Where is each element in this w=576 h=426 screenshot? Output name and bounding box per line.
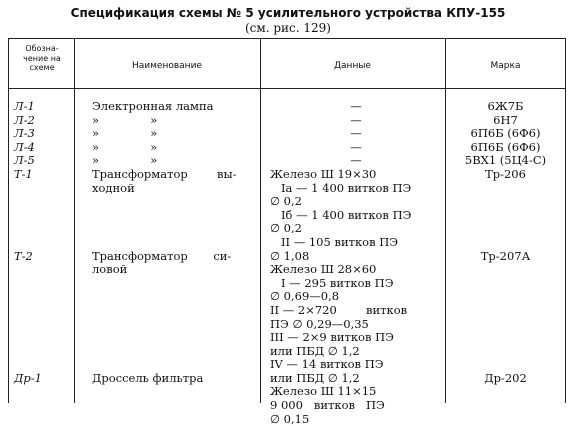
mark-cell: 6Н7 [493, 112, 518, 127]
data-cell: Железо Ш 28×60 [270, 262, 377, 277]
data-cell: III — 2×9 витков ПЭ [270, 330, 394, 345]
mark-cell: Тр-206 [485, 166, 526, 181]
data-cell: ∅ 0,15 [270, 411, 310, 426]
designation-cell [14, 277, 72, 291]
designation-cell: Т-2 [14, 248, 33, 263]
data-cell: ∅ 1,08 [270, 248, 310, 263]
mark-cell: 6П6Б (6Ф6) [470, 126, 541, 141]
name-cell: Трансформатор вы- [92, 166, 237, 181]
designation-cell: Т-1 [14, 166, 33, 181]
name-cell: » » [92, 126, 158, 141]
data-cell: Iб — 1 400 витков ПЭ [270, 207, 412, 222]
designation-cell [14, 209, 72, 223]
designation-cell [14, 345, 72, 359]
designation-cell: Л-2 [14, 112, 35, 127]
name-cell: » » [92, 153, 158, 168]
data-column [270, 100, 442, 426]
name-cell [92, 222, 260, 236]
data-cell: — [350, 139, 362, 154]
mark-cell: Др-202 [484, 370, 527, 385]
designation-column [14, 100, 72, 385]
table-border-left [8, 38, 9, 403]
designation-cell: Л-4 [14, 139, 35, 154]
data-cell: II — 105 витков ПЭ [270, 234, 399, 249]
designation-cell [14, 195, 72, 209]
data-cell: I — 295 витков ПЭ [270, 275, 394, 290]
mark-cell: 5ВХ1 (5Ц4-С) [464, 153, 547, 168]
name-cell: » » [92, 112, 158, 127]
header-designation-line: чение на [23, 53, 61, 63]
name-cell [92, 358, 260, 372]
data-cell: Железо Ш 19×30 [270, 166, 377, 181]
mark-cell: Тр-207А [480, 248, 531, 263]
data-cell: ∅ 0,2 [270, 221, 302, 236]
name-cell [92, 236, 260, 250]
designation-cell: Л-1 [14, 99, 35, 113]
header-mark: Марка [490, 61, 521, 71]
designation-cell: Др-1 [14, 370, 42, 385]
name-cell: ловой [92, 262, 128, 277]
column-divider [74, 38, 75, 403]
name-cell: Дроссель фильтра [92, 370, 204, 385]
mark-cell: 6П6Б (6Ф6) [470, 139, 541, 154]
data-cell: ПЭ ∅ 0,29—0,35 [270, 316, 369, 331]
name-cell [92, 195, 260, 209]
name-cell: » » [92, 139, 158, 154]
name-cell [92, 277, 260, 291]
data-cell: ∅ 0,69—0,8 [270, 289, 340, 304]
mark-cell: 6Ж7Б [487, 99, 524, 113]
header-designation-line: Обозна- [25, 44, 59, 53]
header-divider [8, 88, 566, 89]
name-cell [92, 331, 260, 345]
data-cell: — [350, 99, 362, 113]
designation-cell [14, 318, 72, 332]
designation-cell: Л-3 [14, 126, 35, 141]
header-data: Данные [334, 61, 371, 71]
designation-cell [14, 331, 72, 345]
data-cell: ∅ 0,2 [270, 194, 302, 209]
header-name: Наименование [132, 61, 202, 71]
name-cell [92, 345, 260, 359]
page-title: Спецификация схемы № 5 усилительного устройства КПУ-155 [70, 6, 506, 20]
name-cell [92, 209, 260, 223]
data-cell: или ПБД ∅ 1,2 [270, 343, 360, 358]
designation-cell [14, 236, 72, 250]
header-designation-line: схеме [29, 63, 55, 72]
table-border-top [8, 38, 566, 39]
designation-cell [14, 182, 72, 196]
specification-table [8, 38, 566, 426]
designation-cell [14, 222, 72, 236]
header-designation [9, 44, 75, 73]
data-cell: Железо Ш 11×15 [270, 384, 377, 399]
designation-cell [14, 358, 72, 372]
name-cell [92, 290, 260, 304]
data-cell: 9 000 витков ПЭ [270, 398, 385, 413]
name-cell: Электронная лампа [92, 99, 214, 113]
data-cell: — [350, 153, 362, 168]
designation-cell: Л-5 [14, 153, 35, 168]
mark-column [445, 100, 566, 385]
name-cell: ходной [92, 180, 135, 195]
designation-cell [14, 304, 72, 318]
page-subtitle: (см. рис. 129) [245, 21, 331, 35]
designation-cell [14, 290, 72, 304]
name-column [92, 100, 260, 385]
data-cell: IV — 14 витков ПЭ [270, 357, 384, 372]
column-divider [260, 38, 261, 403]
data-cell: или ПБД ∅ 1,2 [270, 370, 360, 385]
data-cell: II — 2×720 витков [270, 302, 408, 317]
data-cell: Iа — 1 400 витков ПЭ [270, 180, 412, 195]
name-cell: Трансформатор си- [92, 248, 232, 263]
designation-cell [14, 263, 72, 277]
name-cell [92, 318, 260, 332]
data-cell: — [350, 126, 362, 141]
name-cell [92, 304, 260, 318]
data-cell: — [350, 112, 362, 127]
